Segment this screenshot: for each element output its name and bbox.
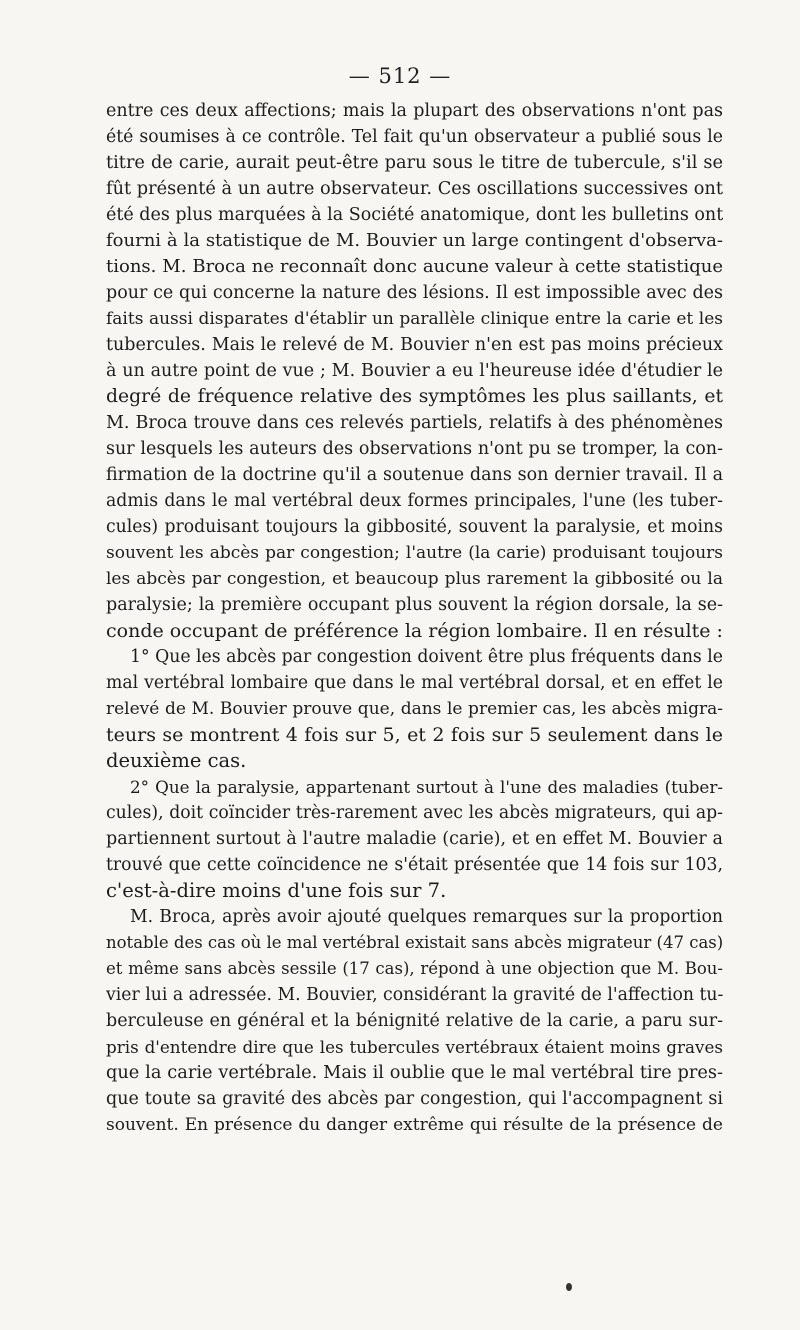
text-line: 2° Que la paralysie, appartenant surtout à l'une des maladies (tuber- bbox=[130, 777, 723, 797]
text-line: que toute sa gravité des abcès par congestion, qui l'accompagnent si bbox=[106, 1089, 723, 1109]
text-line: paralysie; la première occupant plus souvent la région dorsale, la se- bbox=[106, 595, 723, 615]
text-line: été soumises à ce contrôle. Tel fait qu'un observateur a publié sous le bbox=[106, 127, 723, 147]
text-line: fourni à la statistique de M. Bouvier un large contingent d'observa- bbox=[106, 230, 723, 251]
text-line: c'est-à-dire moins d'une fois sur 7. bbox=[106, 879, 447, 902]
text-line: mal vertébral lombaire que dans le mal vertébral dorsal, et en effet le bbox=[106, 673, 723, 693]
text-line: 1° Que les abcès par congestion doivent être plus fréquents dans le bbox=[130, 647, 723, 667]
body-text bbox=[106, 98, 723, 1138]
text-line: entre ces deux affections; mais la plupart des observations n'ont pas bbox=[106, 101, 723, 121]
text-line: teurs se montrent 4 fois sur 5, et 2 fois sur 5 seulement dans le bbox=[106, 724, 723, 746]
text-line: berculeuse en général et la bénignité relative de la carie, a paru sur- bbox=[106, 1011, 723, 1031]
page-number: — 512 — bbox=[348, 64, 452, 88]
ink-speck-decoration bbox=[566, 1283, 572, 1291]
text-line: conde occupant de préférence la région lombaire. Il en résulte : bbox=[106, 620, 723, 642]
text-line: M. Broca, après avoir ajouté quelques remarques sur la proportion bbox=[130, 907, 723, 927]
text-line: partiennent surtout à l'autre maladie (carie), et en effet M. Bouvier a bbox=[106, 829, 723, 849]
text-line: fût présenté à un autre observateur. Ces oscillations successives ont bbox=[106, 179, 723, 199]
text-line: admis dans le mal vertébral deux formes principales, l'une (les tuber- bbox=[106, 491, 723, 511]
text-line: titre de carie, aurait peut-être paru sous le titre de tubercule, s'il se bbox=[106, 153, 723, 173]
text-line: sur lesquels les auteurs des observations n'ont pu se tromper, la con- bbox=[106, 439, 723, 459]
text-line: degré de fréquence relative des symptômes les plus saillants, et bbox=[106, 386, 723, 407]
text-line: faits aussi disparates d'établir un parallèle clinique entre la carie et les bbox=[106, 309, 723, 329]
text-line: souvent les abcès par congestion; l'autre (la carie) produisant toujours bbox=[106, 543, 723, 563]
text-line: tubercules. Mais le relevé de M. Bouvier n'en est pas moins précieux bbox=[106, 335, 723, 355]
text-line: cules), doit coïncider très-rarement avec les abcès migrateurs, qui ap- bbox=[106, 803, 723, 823]
text-line: M. Broca trouve dans ces relevés partiels, relatifs à des phénomènes bbox=[106, 413, 723, 433]
text-line: les abcès par congestion, et beaucoup plus rarement la gibbosité ou la bbox=[106, 569, 723, 589]
text-line: relevé de M. Bouvier prouve que, dans le premier cas, les abcès migra- bbox=[106, 699, 723, 719]
text-line: firmation de la doctrine qu'il a soutenue dans son dernier travail. Il a bbox=[106, 465, 723, 485]
text-line: à un autre point de vue ; M. Bouvier a eu l'heureuse idée d'étudier le bbox=[106, 361, 723, 381]
text-line: pris d'entendre dire que les tubercules vertébraux étaient moins graves bbox=[106, 1037, 723, 1057]
text-line: pour ce qui concerne la nature des lésions. Il est impossible avec des bbox=[106, 283, 723, 303]
text-line: vier lui a adressée. M. Bouvier, considérant la gravité de l'affection tu- bbox=[106, 985, 723, 1005]
text-line: que la carie vertébrale. Mais il oublie que le mal vertébral tire pres- bbox=[106, 1063, 723, 1083]
text-line: tions. M. Broca ne reconnaît donc aucune valeur à cette statistique bbox=[106, 256, 723, 277]
text-line: deuxième cas. bbox=[106, 749, 247, 772]
text-line: et même sans abcès sessile (17 cas), répond à une objection que M. Bou- bbox=[106, 959, 723, 978]
text-line: cules) produisant toujours la gibbosité, souvent la paralysie, et moins bbox=[106, 517, 723, 537]
text-line: souvent. En présence du danger extrême qui résulte de la présence de bbox=[106, 1115, 723, 1135]
text-line: notable des cas où le mal vertébral existait sans abcès migrateur (47 cas) bbox=[106, 933, 723, 952]
text-line: trouvé que cette coïncidence ne s'était présentée que 14 fois sur 103, bbox=[106, 855, 723, 875]
text-line: été des plus marquées à la Société anatomique, dont les bulletins ont bbox=[106, 205, 723, 225]
